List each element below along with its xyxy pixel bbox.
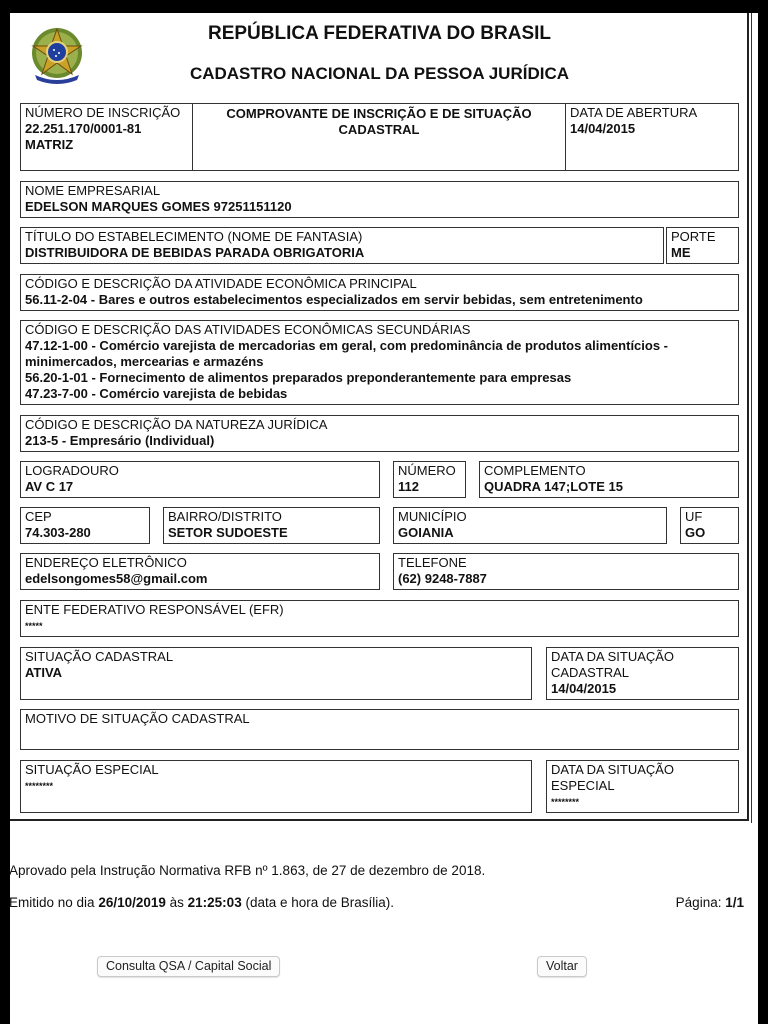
emitido-mid: às <box>165 895 188 910</box>
telefone-value: (62) 9248-7887 <box>398 571 487 586</box>
titulo-estabelecimento-box <box>20 227 664 264</box>
situacao-cadastral-value: ATIVA <box>25 665 63 680</box>
emitido-time: 21:25:03 <box>187 895 242 910</box>
atividade-principal-label: CÓDIGO E DESCRIÇÃO DA ATIVIDADE ECONÔMICA PRINCIPAL <box>25 276 417 291</box>
nome-empresarial-value: EDELSON MARQUES GOMES 97251151120 <box>25 199 292 214</box>
cep-label: CEP <box>25 509 52 524</box>
atividade-secundaria-item: 47.23-7-00 - Comércio varejista de bebidas <box>25 386 288 401</box>
cnpj-document <box>10 13 749 821</box>
atividades-secundarias-label: CÓDIGO E DESCRIÇÃO DAS ATIVIDADES ECONÔMICAS SECUNDÁRIAS <box>25 322 471 337</box>
atividade-principal-value: 56.11-2-04 - Bares e outros estabelecimentos especializados em servir bebidas, sem entretenimento <box>25 292 643 307</box>
pagina-label: Página: <box>675 895 726 910</box>
outer-border-line <box>751 13 752 823</box>
cep-box <box>20 507 150 544</box>
complemento-value: QUADRA 147;LOTE 15 <box>484 479 623 494</box>
numero-value: 112 <box>398 479 419 494</box>
numero-inscricao-label: NÚMERO DE INSCRIÇÃO <box>25 105 181 120</box>
email-value: edelsongomes58@gmail.com <box>25 571 208 586</box>
nome-empresarial-label: NOME EMPRESARIAL <box>25 183 161 198</box>
numero-box <box>393 461 466 498</box>
municipio-box <box>393 507 667 544</box>
logradouro-value: AV C 17 <box>25 479 74 494</box>
situacao-especial-box <box>20 760 532 813</box>
emitido-prefix: Emitido no dia <box>9 895 99 910</box>
situacao-cadastral-label: SITUAÇÃO CADASTRAL <box>25 649 174 664</box>
efr-box <box>20 600 739 637</box>
efr-label: ENTE FEDERATIVO RESPONSÁVEL (EFR) <box>25 602 284 617</box>
natureza-juridica-box <box>20 415 739 452</box>
numero-inscricao-box <box>20 103 193 171</box>
email-box <box>20 553 380 590</box>
efr-value: ***** <box>25 621 43 631</box>
uf-value: GO <box>685 525 706 540</box>
atividade-principal-box <box>20 274 739 311</box>
telefone-box <box>393 553 739 590</box>
data-abertura-value: 14/04/2015 <box>570 121 636 136</box>
document-title: REPÚBLICA FEDERATIVA DO BRASIL <box>207 23 552 44</box>
logradouro-label: LOGRADOURO <box>25 463 119 478</box>
cep-value: 74.303-280 <box>25 525 91 540</box>
titulo-estabelecimento-label: TÍTULO DO ESTABELECIMENTO (NOME DE FANTASIA) <box>25 229 363 244</box>
municipio-label: MUNICÍPIO <box>398 509 467 524</box>
situacao-cadastral-box <box>20 647 532 700</box>
emitido-date: 26/10/2019 <box>98 895 166 910</box>
natureza-juridica-value: 213-5 - Empresário (Individual) <box>25 433 215 448</box>
data-situacao-cadastral-label: DATA DA SITUAÇÃO CADASTRAL <box>551 649 675 680</box>
emitido-suffix: (data e hora de Brasília). <box>241 895 395 910</box>
data-situacao-cadastral-value: 14/04/2015 <box>551 681 617 696</box>
atividade-secundaria-item: 47.12-1-00 - Comércio varejista de mercadorias em geral, com predominância de produtos alimentícios - minimercados, mercearias e armazéns <box>25 338 669 369</box>
complemento-box <box>479 461 739 498</box>
motivo-situacao-box <box>20 709 739 750</box>
atividades-secundarias-box <box>20 320 739 405</box>
document-subtitle: CADASTRO NACIONAL DA PESSOA JURÍDICA <box>189 64 570 83</box>
bairro-box <box>163 507 380 544</box>
voltar-button[interactable]: Voltar <box>537 956 587 977</box>
titulo-estabelecimento-value: DISTRIBUIDORA DE BEBIDAS PARADA OBRIGATORIA <box>25 245 365 260</box>
uf-box <box>680 507 739 544</box>
page-number <box>676 895 744 910</box>
email-label: ENDEREÇO ELETRÔNICO <box>25 555 187 570</box>
situacao-especial-label: SITUAÇÃO ESPECIAL <box>25 762 159 777</box>
porte-label: PORTE <box>671 229 716 244</box>
comprovante-title: COMPROVANTE DE INSCRIÇÃO E DE SITUAÇÃO CADASTRAL <box>226 106 532 137</box>
aprovado-text: Aprovado pela Instrução Normativa RFB nº 1.863, de 27 de dezembro de 2018. <box>9 863 486 878</box>
nome-empresarial-box <box>20 181 739 218</box>
numero-inscricao-value: 22.251.170/0001-81 <box>25 121 142 136</box>
data-abertura-box <box>565 103 739 171</box>
emitido-text <box>9 895 394 910</box>
tipo-estabelecimento: MATRIZ <box>25 137 74 152</box>
natureza-juridica-label: CÓDIGO E DESCRIÇÃO DA NATUREZA JURÍDICA <box>25 417 328 432</box>
bairro-value: SETOR SUDOESTE <box>168 525 288 540</box>
pagina-value: 1/1 <box>725 895 744 910</box>
bairro-label: BAIRRO/DISTRITO <box>168 509 282 524</box>
porte-box <box>666 227 739 264</box>
numero-label: NÚMERO <box>398 463 456 478</box>
telefone-label: TELEFONE <box>398 555 467 570</box>
porte-value: ME <box>671 245 691 260</box>
complemento-label: COMPLEMENTO <box>484 463 586 478</box>
data-situacao-cadastral-box <box>546 647 739 700</box>
page <box>10 13 758 1024</box>
data-situacao-especial-value: ******** <box>551 797 580 807</box>
logradouro-box <box>20 461 380 498</box>
atividade-secundaria-item: 56.20-1-01 - Fornecimento de alimentos preparados preponderantemente para empresas <box>25 370 572 385</box>
motivo-situacao-label: MOTIVO DE SITUAÇÃO CADASTRAL <box>25 711 250 726</box>
data-abertura-label: DATA DE ABERTURA <box>570 105 698 120</box>
municipio-value: GOIANIA <box>398 525 454 540</box>
comprovante-title-box <box>192 103 566 171</box>
consulta-qsa-button[interactable]: Consulta QSA / Capital Social <box>97 956 280 977</box>
uf-label: UF <box>685 509 703 524</box>
situacao-especial-value: ******** <box>25 781 54 791</box>
data-situacao-especial-box <box>546 760 739 813</box>
data-situacao-especial-label: DATA DA SITUAÇÃO ESPECIAL <box>551 762 675 793</box>
